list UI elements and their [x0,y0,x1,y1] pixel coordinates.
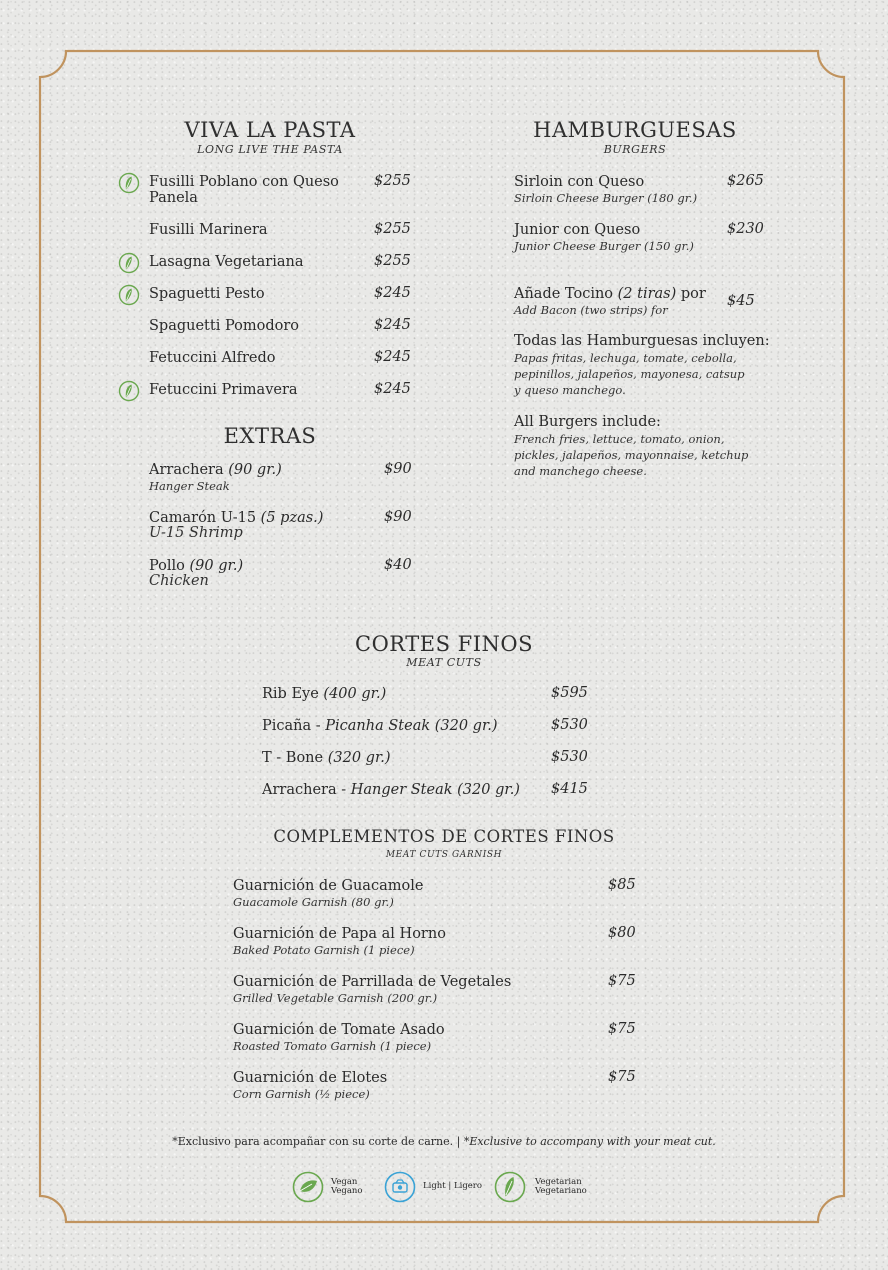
legend-label: Vegetariano [535,1186,587,1196]
cuts-item-detail: (400 gr.) [323,686,387,702]
burger-item-price: $265 [727,173,764,189]
pasta-item-price: $255 [374,253,411,269]
vegetarian-icon [118,252,140,274]
pasta-item-name: Fusilli Poblano con Queso Panela [149,174,339,206]
pasta-item-price: $245 [374,381,411,397]
pasta-title: VIVA LA PASTA [184,118,356,142]
extras-title: EXTRAS [223,424,317,448]
cuts-subtitle: MEAT CUTS [406,656,482,669]
vegetarian-icon [118,380,140,402]
pasta-item-name: Lasagna Vegetariana [149,254,304,270]
burgers-include-en-line: French fries, lettuce, tomato, onion, [514,432,725,446]
extras-item-price: $90 [384,509,412,525]
burgers-title: HAMBURGUESAS [533,118,737,142]
legend-label: Vegetarian [535,1177,582,1187]
burgers-include-en-line: pickles, jalapeños, mayonnaise, ketchup [514,448,749,462]
pasta-item-price: $255 [374,221,411,237]
garnish-item-name: Guarnición de Papa al Horno [233,926,446,942]
burger-addon-name: Añade Tocino [514,286,614,302]
pasta-item-price: $245 [374,349,411,365]
pasta-item-price: $245 [374,285,411,301]
garnish-item-sub: Baked Potato Garnish (1 piece) [233,943,415,957]
extras-item-price: $90 [384,461,412,477]
cuts-title: CORTES FINOS [355,632,533,656]
pasta-item-name: Fetuccini Alfredo [149,350,276,366]
burger-addon-for: por [680,286,706,302]
vegetarian-icon [494,1171,526,1203]
vegetarian-icon [118,284,140,306]
garnish-item-price: $75 [608,1069,636,1085]
burgers-include-es-line: y queso manchego. [514,383,626,397]
light-icon [384,1171,416,1203]
burger-addon-qty: (2 tiras) [617,286,677,302]
burgers-include-en-title: All Burgers include: [514,414,661,430]
garnish-item-name: Guarnición de Tomate Asado [233,1022,445,1038]
extras-item-price: $40 [384,557,412,573]
cuts-item-price: $595 [551,685,588,701]
footer-note [0,1135,888,1148]
burgers-subtitle: BURGERS [603,143,667,156]
pasta-item-price: $245 [374,317,411,333]
vegetarian-icon [118,172,140,194]
pasta-subtitle: LONG LIVE THE PASTA [197,143,343,156]
burger-addon-price: $45 [727,293,755,309]
cuts-item-name: Rib Eye [262,686,319,702]
burgers-include-es-line: Papas fritas, lechuga, tomate, cebolla, [514,351,737,365]
garnish-item-price: $75 [608,1021,636,1037]
garnish-item-sub: Grilled Vegetable Garnish (200 gr.) [233,991,438,1005]
extras-item-qty: (90 gr.) [189,558,244,574]
pasta-item-name: Fusilli Marinera [149,222,268,238]
garnish-item-name: Guarnición de Elotes [233,1070,388,1086]
cuts-item-name: T - Bone [262,750,324,766]
extras-item-name: Pollo [149,558,185,574]
extras-item-name: Arrachera [149,462,224,478]
burger-item-price: $230 [727,221,764,237]
extras-item-sub: Hanger Steak [149,479,230,493]
cuts-item-price: $415 [551,781,588,797]
garnish-item-name: Guarnición de Parrillada de Vegetales [233,974,512,990]
garnish-item-sub: Guacamole Garnish (80 gr.) [233,895,394,909]
burger-item-sub: Sirloin Cheese Burger (180 gr.) [514,191,698,205]
vegan-icon [292,1171,324,1203]
cuts-item-detail: Picanha Steak (320 gr.) [325,718,498,734]
garnish-item-price: $85 [608,877,636,893]
extras-item-sub: Chicken [149,573,209,589]
burger-item-name: Junior con Queso [514,222,641,238]
pasta-item-name: Fetuccini Primavera [149,382,298,398]
footer-note-es: *Exclusivo para acompañar con su corte de carne. | [172,1135,464,1148]
cuts-item-price: $530 [551,749,588,765]
cuts-item-price: $530 [551,717,588,733]
garnish-item-price: $80 [608,925,636,941]
extras-item-qty: (5 pzas.) [260,510,324,526]
legend-label: Vegano [331,1186,363,1196]
cuts-item-detail: Hanger Steak (320 gr.) [350,782,520,798]
pasta-item-price: $255 [374,173,411,189]
garnish-subtitle: MEAT CUTS GARNISH [385,850,503,860]
garnish-item-price: $75 [608,973,636,989]
cuts-item-detail: (320 gr.) [327,750,391,766]
burger-item-sub: Junior Cheese Burger (150 gr.) [514,239,694,253]
footer-note-en: *Exclusive to accompany with your meat cut. [463,1135,716,1148]
burgers-include-es-line: pepinillos, jalapeños, mayonesa, catsup [514,367,745,381]
extras-item-name: Camarón U-15 [149,510,257,526]
cuts-item-name: Picaña - [262,718,326,734]
garnish-item-sub: Roasted Tomato Garnish (1 piece) [233,1039,432,1053]
burgers-include-es-title: Todas las Hamburguesas incluyen: [514,333,770,349]
pasta-item-name: Spaguetti Pomodoro [149,318,300,334]
extras-item-sub: U-15 Shrimp [149,525,243,541]
extras-item-qty: (90 gr.) [228,462,282,478]
pasta-item-name: Spaguetti Pesto [149,286,265,302]
garnish-title: COMPLEMENTOS DE CORTES FINOS [273,827,615,846]
burger-item-name: Sirloin con Queso [514,174,645,190]
garnish-item-sub: Corn Garnish (½ piece) [233,1087,370,1101]
legend-label: Vegan [331,1177,358,1187]
garnish-item-name: Guarnición de Guacamole [233,878,424,894]
burgers-include-en-line: and manchego cheese. [514,464,647,478]
burger-addon-sub: Add Bacon (two strips) for [514,303,668,317]
legend-label: Light | Ligero [423,1181,482,1191]
cuts-item-name: Arrachera - [262,782,351,798]
